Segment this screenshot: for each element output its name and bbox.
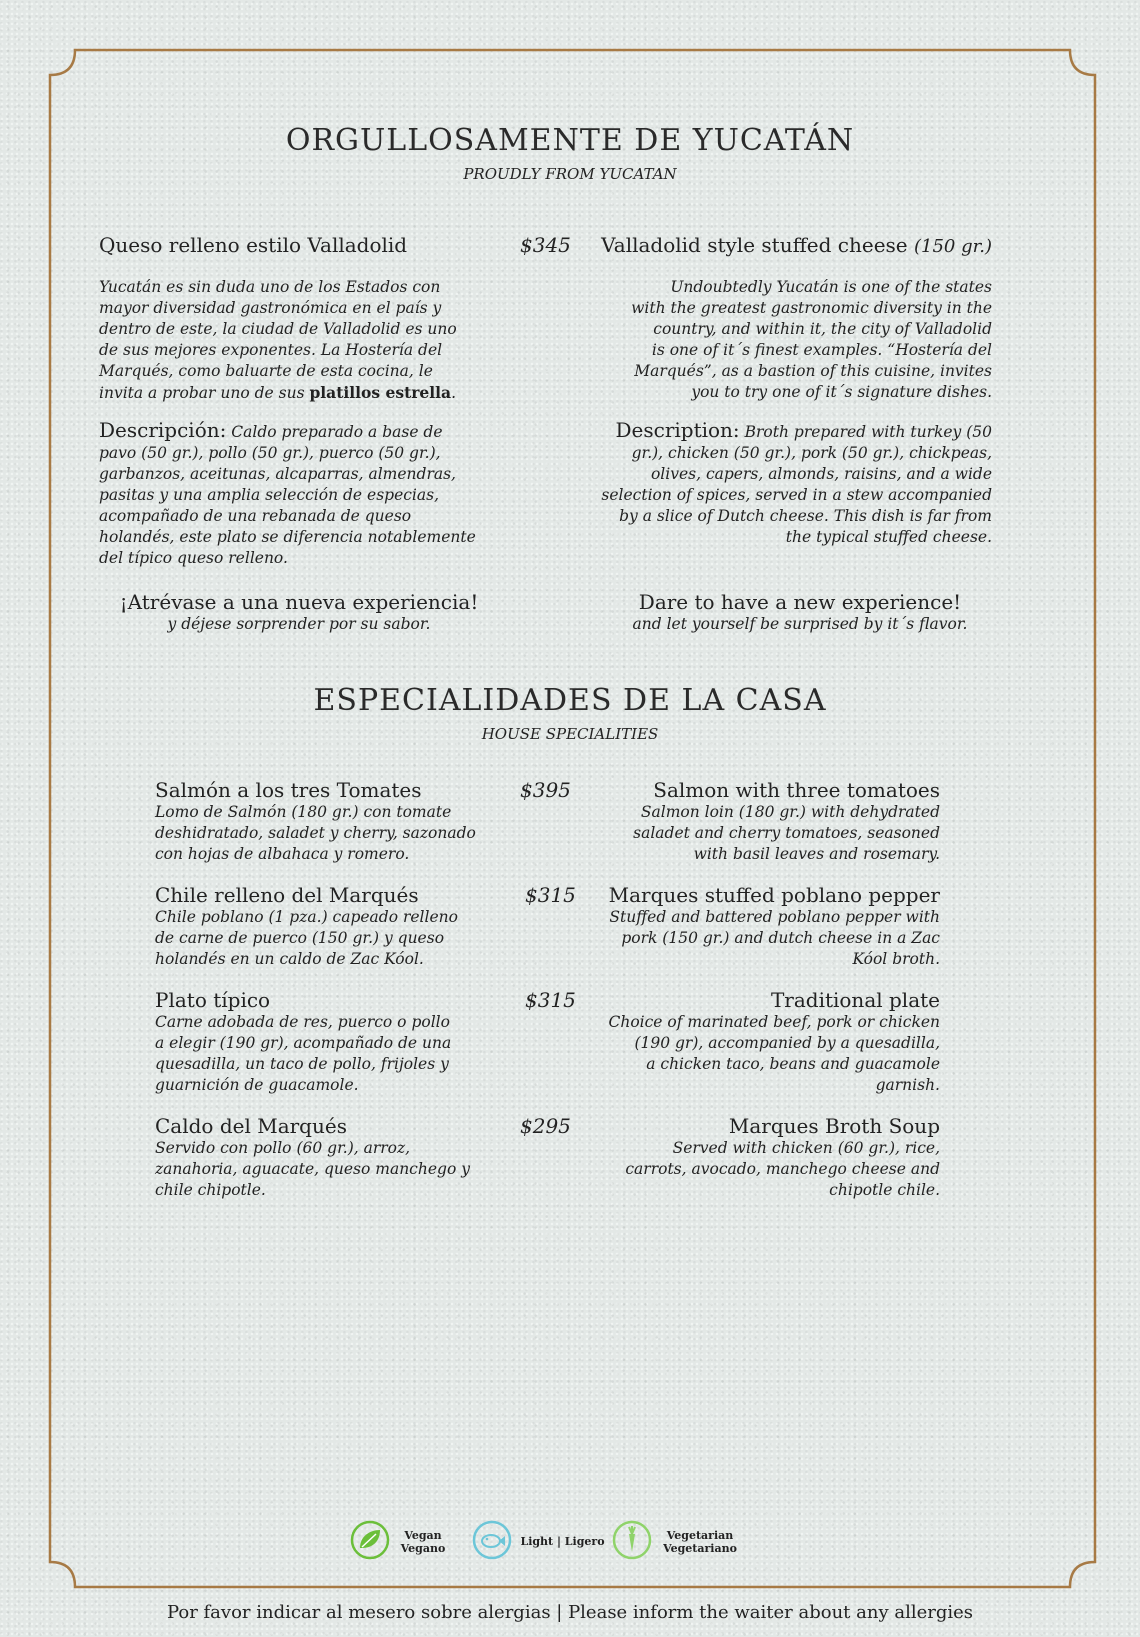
dish-price: $345 — [520, 233, 571, 257]
dish-desc-en — [590, 1138, 940, 1201]
desc-en-line: by a slice of Dutch cheese. This dish is far from — [619, 507, 992, 525]
legend-vegan — [398, 1529, 448, 1555]
dish-desc-en — [590, 1012, 940, 1096]
intro-es-bold: platillos estrella — [309, 383, 452, 402]
section-subtitle-yucatan: PROUDLY FROM YUCATAN — [463, 165, 677, 183]
desc-line: quesadilla, un taco de pollo, frijoles y — [155, 1055, 449, 1073]
dish-desc-es — [155, 1012, 515, 1096]
desc-label-en: Description: — [615, 418, 740, 442]
desc-es-line: pavo (50 gr.), pollo (50 gr.), puerco (50 gr.), — [99, 444, 441, 462]
desc-line: chile chipotle. — [155, 1181, 266, 1199]
desc-line: guarnición de guacamole. — [155, 1076, 359, 1094]
desc-line: zanahoria, aguacate, queso manchego y — [155, 1160, 470, 1178]
intro-en-line: country, and within it, the city of Valladolid — [653, 320, 992, 338]
dish-price: $315 — [525, 883, 576, 907]
desc-line: Served with chicken (60 gr.), rice, — [672, 1139, 940, 1157]
description-en — [570, 420, 992, 548]
desc-line: Lomo de Salmón (180 gr.) con tomate — [155, 803, 452, 821]
desc-en-line: gr.), chicken (50 gr.), pork (50 gr.), chickpeas, — [631, 444, 992, 462]
dish-desc-es — [155, 907, 515, 970]
dish-name-en: Traditional plate — [770, 988, 940, 1012]
desc-line: Stuffed and battered poblano pepper with — [609, 908, 940, 926]
intro-es — [99, 277, 499, 404]
intro-en-line: Marqués”, as a bastion of this cuisine, invites — [634, 362, 992, 380]
desc-line: carrots, avocado, manchego cheese and — [625, 1160, 940, 1178]
tagline-en: Dare to have a new experience! — [638, 590, 962, 614]
desc-line: Kóol broth. — [852, 950, 940, 968]
dish-price: $395 — [520, 778, 571, 802]
intro-es-line — [99, 382, 499, 404]
dish-name-es: Caldo del Marqués — [155, 1114, 347, 1138]
desc-en-line: olives, capers, almonds, raisins, and a wide — [650, 465, 992, 483]
intro-es-line: Marqués, como baluarte de esta cocina, le — [99, 362, 433, 380]
dish-price: $315 — [525, 988, 576, 1012]
vegetarian-carrot-icon — [612, 1520, 652, 1560]
dish-desc-en — [590, 907, 940, 970]
intro-es-line: de sus mejores exponentes. La Hostería del — [99, 341, 443, 359]
dish-name-en-text: Valladolid style stuffed cheese — [601, 233, 908, 257]
dish-price: $295 — [520, 1114, 571, 1138]
desc-es-line: garbanzos, aceitunas, alcaparras, almendras, — [99, 465, 456, 483]
desc-line: Salmon loin (180 gr.) with dehydrated — [640, 803, 940, 821]
section-title-house: ESPECIALIDADES DE LA CASA — [313, 683, 827, 718]
legend-vegetarian — [660, 1529, 740, 1555]
legend-vegetarian-en: Vegetarian — [666, 1529, 734, 1542]
desc-line: de carne de puerco (150 gr.) y queso — [155, 929, 445, 947]
desc-en-line: the typical stuffed cheese. — [785, 528, 992, 546]
dish-name-en: Marques stuffed poblano pepper — [608, 883, 940, 907]
dish-name-es: Chile relleno del Marqués — [155, 883, 419, 907]
desc-es-first: Caldo preparado a base de — [231, 423, 443, 441]
desc-line: con hojas de albahaca y romero. — [155, 845, 410, 863]
dish-desc-en — [590, 802, 940, 865]
light-fish-icon — [472, 1520, 512, 1560]
desc-line: holandés en un caldo de Zac Kóol. — [155, 950, 424, 968]
dish-name-es: Plato típico — [155, 988, 271, 1012]
desc-line: chipotle chile. — [829, 1181, 940, 1199]
legend-vegan-en: Vegan — [404, 1529, 442, 1542]
dish-name-en — [590, 233, 992, 257]
tagline-en-sub: and let yourself be surprised by it´s flavor. — [632, 615, 968, 633]
vegan-leaf-icon — [350, 1520, 390, 1560]
intro-es-end: . — [451, 384, 457, 402]
dish-weight: (150 gr.) — [914, 236, 992, 257]
desc-line: a chicken taco, beans and guacamole — [646, 1055, 940, 1073]
intro-es-line: dentro de este, la ciudad de Valladolid es uno — [99, 320, 457, 338]
desc-line: a elegir (190 gr), acompañado de una — [155, 1034, 452, 1052]
legend-light: Light | Ligero — [520, 1535, 605, 1548]
desc-line: Carne adobada de res, puerco o pollo — [155, 1013, 450, 1031]
desc-line: saladet and cherry tomatoes, seasoned — [633, 824, 940, 842]
intro-es-line: mayor diversidad gastronómica en el país y — [99, 299, 442, 317]
description-es — [99, 420, 499, 569]
desc-line: garnish. — [875, 1076, 940, 1094]
desc-line: Choice of marinated beef, pork or chicken — [608, 1013, 940, 1031]
desc-line: with basil leaves and rosemary. — [693, 845, 940, 863]
dish-name-en: Salmon with three tomatoes — [653, 778, 940, 802]
legend-vegetarian-es: Vegetariano — [663, 1542, 737, 1555]
tagline-es-sub: y déjese sorprender por su sabor. — [167, 615, 431, 633]
desc-es-line: pasitas y una amplia selección de especias, — [99, 486, 440, 504]
section-subtitle-house: HOUSE SPECIALITIES — [481, 725, 659, 743]
desc-line: Chile poblano (1 pza.) capeado relleno — [155, 908, 458, 926]
desc-line: pork (150 gr.) and dutch cheese in a Zac — [621, 929, 940, 947]
intro-es-last: invita a probar uno de sus — [99, 384, 310, 402]
tagline-es: ¡Atrévase a una nueva experiencia! — [119, 590, 479, 614]
dish-name-en: Marques Broth Soup — [728, 1114, 940, 1138]
section-title-yucatan: ORGULLOSAMENTE DE YUCATÁN — [285, 123, 855, 158]
intro-en-line: with the greatest gastronomic diversity in the — [631, 299, 992, 317]
intro-en-line: Undoubtedly Yucatán is one of the states — [670, 278, 992, 296]
intro-en — [580, 277, 992, 403]
dish-name-es: Salmón a los tres Tomates — [155, 778, 422, 802]
desc-line: Servido con pollo (60 gr.), arroz, — [155, 1139, 411, 1157]
allergy-notice: Por favor indicar al mesero sobre alergias | Please inform the waiter about any allergies — [166, 1602, 974, 1623]
desc-es-line — [99, 420, 499, 443]
desc-en-line — [570, 420, 992, 443]
desc-es-line: acompañado de una rebanada de queso — [99, 507, 412, 525]
desc-es-line: del típico queso relleno. — [99, 549, 288, 567]
desc-label-es: Descripción: — [99, 418, 227, 442]
intro-es-line: Yucatán es sin duda uno de los Estados con — [99, 278, 441, 296]
intro-en-line: you to try one of it´s signature dishes. — [691, 383, 992, 401]
desc-en-first: Broth prepared with turkey (50 — [744, 423, 992, 441]
desc-es-line: holandés, este plato se diferencia notablemente — [99, 528, 476, 546]
dish-name-es: Queso relleno estilo Valladolid — [99, 233, 408, 257]
desc-line: deshidratado, saladet y cherry, sazonado — [155, 824, 476, 842]
intro-en-line: is one of it´s finest examples. “Hostería del — [651, 341, 992, 359]
legend-vegan-es: Vegano — [400, 1542, 446, 1555]
desc-line: (190 gr), accompanied by a quesadilla, — [634, 1034, 940, 1052]
dish-desc-es — [155, 1138, 515, 1201]
dish-desc-es — [155, 802, 515, 865]
desc-en-line: selection of spices, served in a stew accompanied — [601, 486, 992, 504]
